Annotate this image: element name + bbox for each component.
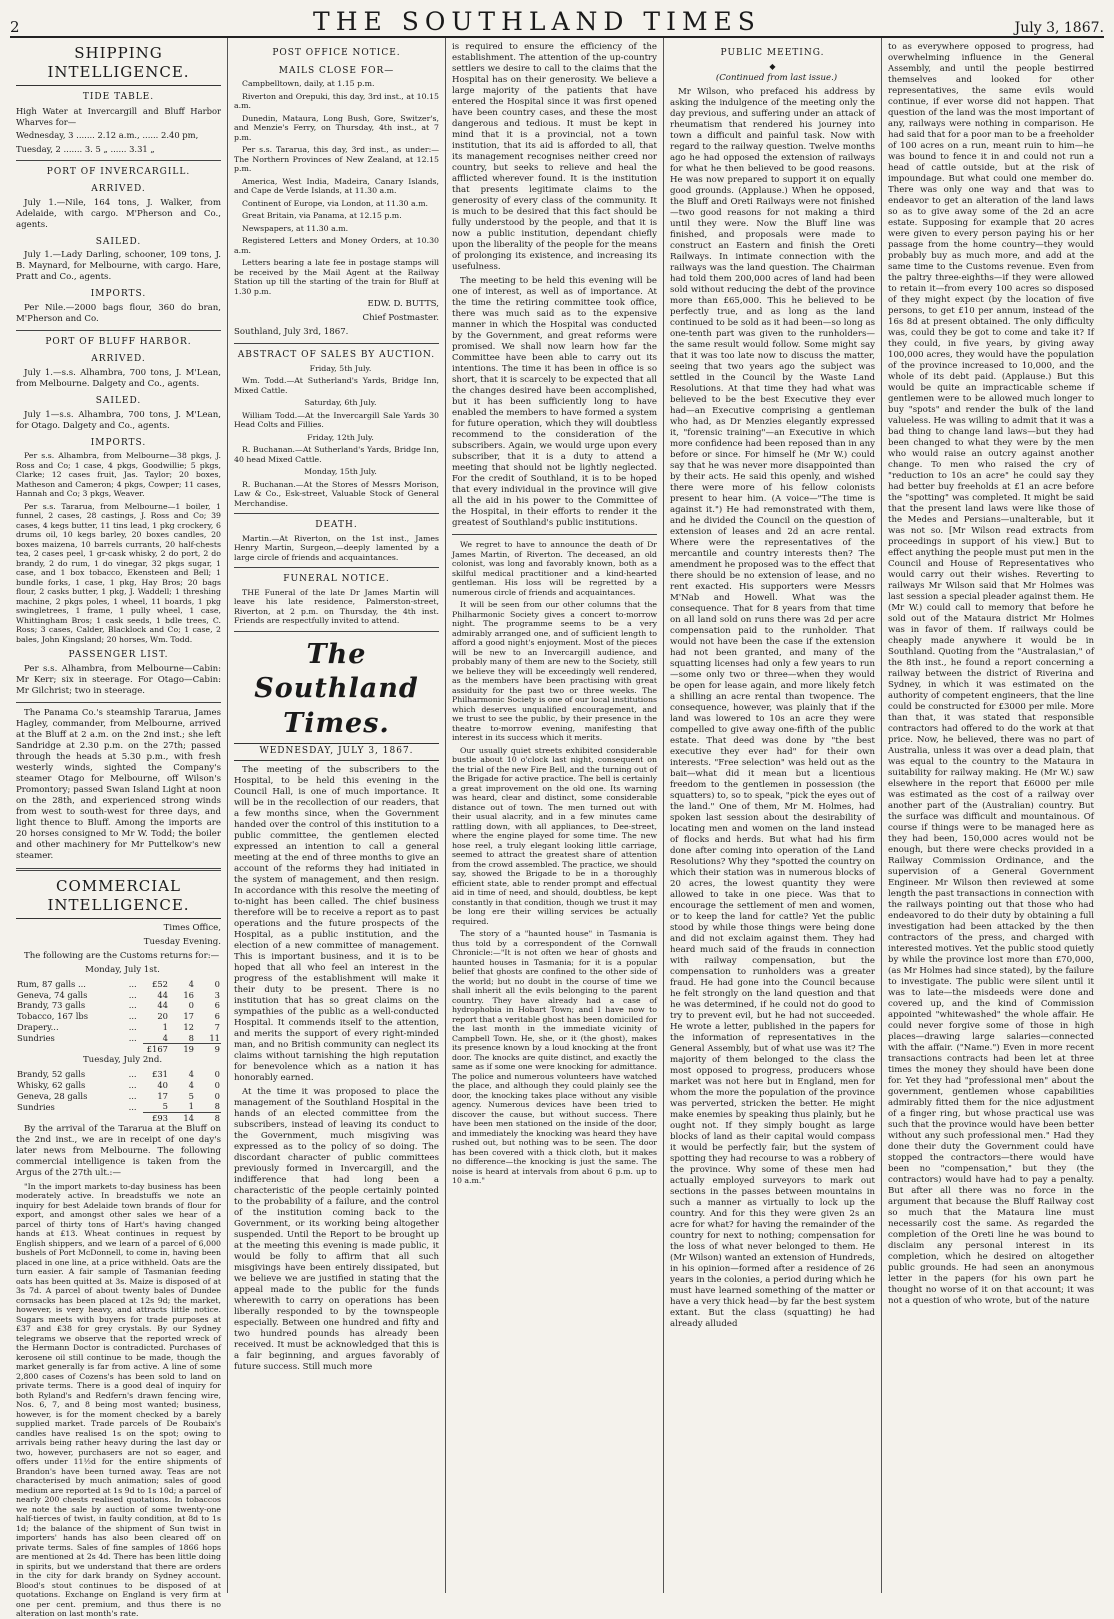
- divider: [452, 534, 657, 535]
- customs-cell: 0: [214, 978, 220, 989]
- news-paragraph: It will be seen from our other columns that the Philharmonic Society gives a concert to-morrow night. The programme seems to be a very admirably arranged one, and of sufficient length to afford a good night's enjoyment. Most of the pieces will be new to an Invercargill audience, and probably many of them are new to the Society, still we believe they will be exceedingly well rendered, as the members have been practising with great assiduity for the past two or three weeks. The Philharmonic Society is one of our local institutions which deserves unqualified encouragement, and we trust to see the public, by their presence in the theatre to-morrow evening, manifesting that interest in its success which it merits.: [452, 600, 657, 742]
- divider: [16, 702, 221, 703]
- customs-cell: 5: [162, 1101, 168, 1112]
- customs-total-cell: [128, 1113, 143, 1124]
- mail-close-line: Great Britain, via Panama, at 12.15 p.m.: [242, 211, 402, 221]
- customs-cell: Whisky, 62 galls: [17, 1079, 86, 1090]
- column-notices: [228, 38, 446, 1593]
- newspaper-title: THE SOUTHLAND TIMES: [313, 7, 761, 36]
- customs-cell: 17: [183, 1011, 194, 1022]
- customs-cell: 12: [183, 1021, 194, 1032]
- mail-close-line: Letters bearing a late fee in postage stamps will be received by the Mail Agent at the Railway Station up till the starting of the train for Bluff at 1.30 p.m.: [234, 258, 439, 296]
- customs-cell: 1: [162, 1021, 168, 1032]
- customs-cell: ...: [128, 1011, 137, 1022]
- customs-row: [16, 1000, 221, 1011]
- masthead: [10, 6, 1104, 38]
- auction-day: Friday, 5th July.: [309, 363, 372, 373]
- sailed-label: SAILED.: [95, 395, 142, 406]
- customs-total-cell: 19: [169, 1044, 195, 1055]
- divider: [234, 631, 439, 632]
- imports-text: Per Nile.—2000 bags flour, 360 do bran, M'Pherson and Co.: [16, 302, 221, 324]
- mail-close-line: Registered Letters and Money Orders, at 10.30 a.m.: [234, 236, 439, 255]
- news-paragraph: The story of a "haunted house" in Tasmania is thus told by a correspondent of the Cornwall Chronicle:—"It is not often we hear of ghosts and haunted houses in Tasmania; for it is a popular belief that ghosts are confined to the other side of the world; but no doubt in the course of time we shall inherit all the evils belonging to the parent country. They have already had a case of hydrophobia in Hobart Town; and I have now to report that a veritable ghost has been domiciled for the last month in the immediate vicinity of Campbell Town. He, she, or it (the ghost), makes its presence known by a loud knocking at the front door. The knocks are quite distinct, and exactly the same as if some one were knocking for admittance. The police and numerous volunteers have watched the place, and although they could plainly see the door, the knocking takes place without any visible agency. Numerous devices have been tried to discover the cause, but without success. There have been men stationed on the inside of the door, and immediately the knocking was heard they have rushed out, but nothing was to be seen. The door has been covered with a thick cloth, but it makes no difference—the knocking is just the same. The noise is heard at intervals from about 6 p.m. up to 10 a.m.": [452, 929, 658, 1185]
- port-invercargill-heading: PORT OF INVERCARGILL.: [46, 166, 191, 177]
- imports-label: IMPORTS.: [90, 437, 147, 448]
- customs-cell: 8: [214, 1101, 220, 1112]
- customs-cell: 8: [188, 1032, 194, 1043]
- passenger-label: PASSENGER LIST.: [68, 650, 169, 661]
- mail-close-line: America, West India, Madeira, Canary Islands, and Cape de Verde Islands, at 11.30 a.m.: [234, 176, 439, 196]
- tide-table-title: TIDE TABLE.: [82, 92, 155, 103]
- auction-item: William Todd.—At the Invercargill Sale Yards 30 Head Colts and Fillies.: [234, 410, 439, 430]
- customs-row: [16, 990, 221, 1001]
- leader-paragraph: The meeting of the subscribers to the Hospital, to be held this evening in the Council Hall, is one of much importance. It will be in the recollection of our readers, that a few months since, when the Government handed over the control of this institution to a public committee, the gentlemen elected expressed an intention to call a general meeting at the end of three months to give an account of the reforms they had initiated in the system of management, and then resign. In accordance with this resolve the meeting of to-night has been called. The chief business therefore will be to receive a report as to past operations and the future prospects of the Hospital, as a public institution, and the election of a new committee of management. This is important business, and it is to be hoped that all who feel an interest in the progress of the establishment will make it their duty to be present. There is no institution that has so great claims on the sympathies of the public as a well-conducted Hospital. It commends itself to the attention, and merits the support of every right-minded man, and no British community can neglect its claims without tarnishing the high reputation for benevolence which as a nation it has honorably earned.: [234, 764, 439, 1083]
- customs-cell: ...: [128, 1021, 137, 1032]
- shipping-heading: SHIPPING INTELLIGENCE.: [16, 44, 221, 86]
- mail-close-line: Newspapers, at 11.30 a.m.: [242, 223, 349, 233]
- customs-cell: 4: [162, 1032, 168, 1043]
- customs-cell: ...: [128, 1032, 137, 1043]
- postmaster-title: Chief Postmaster.: [362, 313, 439, 324]
- customs-cell: Geneva, 28 galls: [17, 1090, 88, 1101]
- meeting-paragraph: to as everywhere opposed to progress, had overwhelming influence in the General Assembly, and until the people bestirred themselves and looked for other representatives, the same evils would continue, if ever worse did not happen. That question of the land was the most important of any, railways were nothing in comparison. He had said that for a poor man to be a freeholder of 100 acres on a run, meant ruin to him—he was bound to fence it in and could not run a head of cattle outside, but at the risk of impoundage. But what could one member do. There was only one way and that was to endeavor to get an alteration of the land laws so as to give away some of the 2d an acre estate. Supposing for example that 20 acres were given to every person paying his or her passage from the home country—they would probably buy as much more, and add at the same time to the Customs revenue. Even from the paltry three-eighths—if they were allowed to retain it—from every 100 acres so disposed of they might expect (by the location of five persons, to get £10 per annum, instead of the 16s 8d at present obtained. The only difficulty was, could they be got to come and take it? If they could, in five years, by giving away 100,000 acres, they would have the population of the province increased to 10,000, and the whole of its debt paid. (Applause.) But this would be quite an impracticable scheme if gentlemen were to be allowed much longer to buy "spots" and render the bulk of the land valueless. He was willing to admit that it was a bad thing to change land laws—but they had been changed to what they were by the men who would raise an outcry against another change. To men who raised the cry of "reduction to 10s an acre" he could say they had better buy freeholds at £1 an acre before the "spotting" was completed. It might be said that the present land laws were like those of the Medes and Persians—unalterable, but it was not so. [Mr Wilson read extracts from proceedings in support of his view.] But to effect anything the people must put men in the Council and House of Representatives who would carry out their wishes. Reverting to railways Mr Wilson said that Mr Holmes was last session a special pleader against them. He (Mr W.) could call to memory that before he sold out of the Mataura district Mr Holmes was in favor of them. If railways could be cheaply made anywhere it would be in Southland. Quoting from the "Australasian," of the 8th inst., he found a report concerning a railway between the district of Riverina and Sydney, in which it was estimated on the authority of competent engineers, that the line could be constructed for £3000 per mile. More than that, it was stated that responsible contractors had offered to do the work at that price. Now, he believed, there was no part of Australia, unless it was over a dead plain, that was equal to the country to the Mataura in suitability for railway making. He (Mr W.) saw elsewhere in the report that £6000 per mile was estimated as the cost of a railway over another part of the (Australian) country. But the surface was difficult and mountainous. Of course if things were to be managed here as they had been, 150,000 acres would not be enough, but there were checks provided in a Railway Commission Ordinance, and the supervision of a General Government Engineer. Mr Wilson then reviewed at some length the past transactions in connection with the railways pointing out that those who had endeavored to do their duty by obtaining a full investigation had been attacked by the then contractors of the press, and charged with interested motives. Yet the public stood quietly by while the province lost more than £70,000, (as Mr Holmes had since stated), by the failure to investigate. The public were silent until it was to late—the misdeeds were done and covered up, and the kind of Commission appointed "whitewashed" the whole affair. He could never forgive some of those in high places—drawing large salaries—connected with the affair. ("Name.") Even in more recent transactions contracts had been let at three times the money they should have been done for. Yet they had "professional men" about the government, gentlemen whose capabilities admirably fitted them for the nice adjustment of a finger ring, but whose practical use was such that the province would have been better without any such professional men." Had they done their duty the Government could have stopped the contractors—there would have been no "compensation," but they (the contractors) would have had to pay a penalty. But after all there was no force in the argument that because the Bluff Railway cost so much that the Mataura line must necessarily cost the same. As regarded the completion of the Oreti line he was bound to disclaim any personal interest in its completion, which he desired on altogether public grounds. He had seen an anonymous letter in the papers (for his own part he thought no worse of it on that account; it was not a question of who wrote, but of the nature: [888, 42, 1094, 1306]
- tide-row: Wednesday, 3 ....... 2.12 a.m., ...... 2.40 pm,: [16, 130, 199, 141]
- customs-total-row: [16, 1044, 221, 1055]
- customs-cell: 0: [214, 1090, 220, 1101]
- customs-cell: Brandy, 73 galls: [17, 1000, 86, 1011]
- customs-cell: Brandy, 52 galls: [17, 1069, 86, 1080]
- argus-quote: "In the import markets to-day business has been moderately active. In breadstuffs we note an inquiry for best Adelaide town brands of flour for export, and amongst other sales we hear of a parcel of thirty tons of Hart's having changed hands at £13. Wheat continues in request by English shippers, and we learn of a parcel of 6,000 bushels of Port McDonnell, to come in, having been placed in one line, at a price withheld. Oats are the turn easier. A fair sample of Tasmanian feeding oats has been quitted at 3s. Maize is disposed of at 3s 7d. A parcel of about twenty bales of Dundee cornsacks has been placed at 12s 9d; the market, however, is very heavy, and attracts little notice. Sugars meets with buyers for trade purposes at £37 and £38 for grey crystals. By our Sydney telegrams we observe that the reported wreck of the Hermann Doctor is contradicted. Purchases of kerosene oil still continue to be made, though the market generally is far from active. A line of some 2,800 cases of Cozens's has been sold to land on private terms. There is a good deal of inquiry for both Ryland's and Redfern's drawn fencing wire, Nos. 6, 7, and 8 being most wanted; business, however, is for the moment checked by a barely supplied market. Trade parcels of De Roubaix's candles have realised 1s on the spot; owing to arrivals being rather heavy during the last day or two, however, purchasers are not so eager, and offers under 11½d for the entire shipments of Brandon's have been turned away. Teas are not characterised by much animation; sales of good medium are reported at 1s 9d to 1s 10d; a parcel of nearly 200 chests realised quotations. In tobaccos we note the sale by auction of some twenty-one half-tierces of twist, in faulty condition, at 8d to 1s 1d; the balance of the shipment of Sun twist in importers' hands has also been cleared off on private terms. Sales of fine samples of 1866 hops are mentioned at 2s 4d. There has been little doing in spirits, but we understand that there are orders in the city for dark brandy on Sydney account. Blood's stout continues to be disposed of at quotations. Exchange on England is very firm at one per cent. premium, and thus there is no alteration on last month's rate.: [16, 1181, 221, 1619]
- auction-day: Friday, 12th July.: [307, 432, 374, 442]
- customs-cell: ...: [128, 1069, 137, 1080]
- columns: [10, 38, 1104, 1619]
- customs-cell: 0: [214, 1079, 220, 1090]
- arrived2-text: July 1.—s.s. Alhambra, 700 tons, J. M'Lean, from Melbourne. Dalgety and Co., agents.: [16, 367, 221, 389]
- ornament: ◆: [769, 61, 776, 71]
- arrived-label: ARRIVED.: [91, 354, 146, 365]
- customs-cell: ...: [128, 1101, 137, 1112]
- customs-cell: 40: [157, 1079, 168, 1090]
- customs-cell: 3: [214, 989, 220, 1000]
- customs-cell: Rum, 87 galls ...: [17, 978, 86, 989]
- customs-total-row: [16, 1113, 221, 1124]
- customs-cell: 11: [209, 1032, 220, 1043]
- column-public-meeting: [664, 38, 882, 1593]
- auction-day: Saturday, 6th July.: [304, 398, 377, 408]
- monday-label: Monday, July 1st.: [85, 964, 160, 975]
- office-line: Times Office,: [163, 922, 221, 933]
- customs-cell: 44: [157, 1000, 168, 1011]
- customs-total-cell: [16, 1113, 128, 1124]
- meeting-paragraph: Mr Wilson, who prefaced his address by asking the indulgence of the meeting only the day previous, and suffering under an attack of rheumatism that rendered his journey into town a difficult and painful task. Now with regard to the railway question. Twelve months ago he had opposed the extension of railways for what he then believed to be good reasons. He was now prepared to support it on equally good grounds. (Applause.) When he opposed, the Bluff and Oreti Railways were not finished—two good reasons for not making a third until they were. Now the Bluff line was finished, and proposals were made to construct an Eastern and finish the Oreti Railways. In intimate connection with the railways was the land question. The Chairman had told them 200,000 acres of land had been sold without reducing the debt of the province more than £65,000. This he believed to be perfectly true, and as long as the land continued to be sold as it had been—so long as one-tenth part was given to the runholders—the same result would follow. Some might say that it was too late now to discuss the matter, seeing that two years ago the subject was settled in the Council by the Waste Land Resolutions. At that time they had what was believed to be the best Executive they ever had—an Executive comprising a gentleman who had, as Dr Menzies elegantly expressed it, "forensic training"—an Executive in which more confidence had been reposed than in any before or since. For himself he (Mr W.) could say that he was never more disappointed than by their acts. He said this openly, and wished there were more of his fellow colonists present to hear him. (A voice—"The time is against it.") He had remonstrated with them, and he divided the Council on the question of extension of leases and 2d an acre rental. Where were the representatives of the mercantile and country interests then? The amendment he proposed was to the effect that there should be no extension of lease, and no rent exacted. His supporters were Messrs M'Nab and Howell. What was the consequence. That for 8 years from that time on all land sold on runs there was 2d per acre compensation paid to the runholder. That would not have been the case if the extension had not been granted, and many of the squatting licenses had only a few years to run—some only two or three—when they would be open for lease again, and more likely fetch a shilling an acre rental than twopence. The consequence, however, was plainly that if the land was lowered to 10s an acre they were compelled to give away one-fifth of the public estate. That deed was done by "the best executive they ever had" for their own interests. "Free selection" was held out as the bait—what did it mean but a licentious freedom to the gentlemen in possession (the squatters) to, so to speak, "pick the eyes out of the land." One of them, Mr M. Holmes, had spoken last session about the desirability of locating men and women on the land instead of flocks and herds. But what had his firm done after coming into operation of the Land Resolutions? Why they "spotted the country on which their station was in numerous blocks of 20 acres, the lowest quantity they were allowed to take in one piece. Was that to encourage the settlement of men and women, or to keep the land for cattle? Yet the public stood by while those things were being done and did not exclaim against them. They had heard much said of the frauds in connection with railway compensation, but the compensation to runholders was a greater fraud. He had gone into the Council because he felt strongly on the land question and that he was determined, if he could not do good to try to prevent evil, but he had not succeeded. He wrote a letter, published in the papers for the information of representatives in the General Assembly, but of what use was it? The majority of them belonged to the class the most opposed to progress, producers whose market was not here but in England, men for whom the more the population of the province was perverted, stricken the better. He might make enemies by speaking thus plainly, but he ought not. If they simply bought as large blocks of land as their capital would compass it would be perfectly fair, but the system of spotting they had recourse to was a robbery of the province. Why some of these men had actually employed surveyors to mark out sections in the passes between mountains in such a manner as virtually to lock up the country. And for this they were given 2s an acre for what? for having the remainder of the country for next to nothing; compensation for the loss of what never belonged to them. He (Mr Wilson) wanted an extension of Hundreds, in his opinion—formed after a residence of 26 years in the colonies, a period during which he must have learned something of the matter or have a very thick head—by far the best system extant. But the class (squatting) he had already alluded: [670, 86, 875, 1329]
- customs-cell: £52: [152, 978, 168, 989]
- mail-close-line: Continent of Europe, via London, at 11.30 a.m.: [242, 198, 428, 208]
- customs-total-cell: £93: [143, 1113, 169, 1124]
- column-editorial: [446, 38, 664, 1593]
- column-shipping: [10, 38, 228, 1619]
- customs-cell: ...: [128, 989, 137, 1000]
- tide-intro: High Water at Invercargill and Bluff Harbor Wharves for—: [16, 105, 221, 127]
- customs-cell: ...: [128, 1079, 137, 1090]
- commercial-heading: COMMERCIAL INTELLIGENCE.: [16, 877, 221, 919]
- monday-returns-table: [16, 979, 221, 1055]
- continued-note: (Continued from last issue.): [715, 72, 838, 83]
- customs-cell: 5: [188, 1090, 194, 1101]
- customs-cell: 17: [157, 1090, 168, 1101]
- mail-close-line: Campbelltown, daily, at 1.15 p.m.: [242, 79, 375, 89]
- divider: [16, 330, 221, 331]
- funeral-heading: FUNERAL NOTICE.: [283, 574, 390, 585]
- customs-total-cell: £167: [143, 1044, 169, 1055]
- customs-cell: Tobacco, 167 lbs: [17, 1011, 89, 1022]
- customs-cell: 44: [157, 989, 168, 1000]
- auction-item: R. Buchanan.—At the Stores of Messrs Morison, Law & Co., Esk-street, Valuable Stock of General Merchandise.: [234, 479, 439, 508]
- mails-close-label: MAILS CLOSE FOR—: [278, 65, 395, 76]
- funeral-notice: THE Funeral of the late Dr James Martin will leave his late residence, Palmerston-street, Riverton, at 2 p.m. on Thursday, the 4th inst. Friends are respectfully invited to attend.: [234, 587, 439, 626]
- tuesday-label: Tuesday, July 2nd.: [82, 1055, 163, 1066]
- customs-cell: Sundries: [17, 1101, 55, 1112]
- divider: [16, 160, 221, 161]
- page-number: 2: [10, 18, 20, 36]
- customs-cell: 1: [188, 1101, 194, 1112]
- auction-item: R. Buchanan.—At Sutherland's Yards, Bridge Inn, 40 head Mixed Cattle.: [234, 445, 439, 464]
- customs-cell: 16: [183, 989, 194, 1000]
- divider: [234, 343, 439, 344]
- issue-date: July 3, 1867.: [1014, 20, 1104, 36]
- customs-total-cell: 9: [195, 1044, 221, 1055]
- customs-row: [16, 1080, 221, 1091]
- customs-row: [16, 1091, 221, 1102]
- tuesday-returns-table: [16, 1069, 221, 1124]
- arrival-paragraph: By the arrival of the Tararua at the Bluff on the 2nd inst., we are in receipt of one day's later news from Melbourne. The following commercial intelligence is taken from the Argus of the 27th ult.:—: [16, 1123, 221, 1178]
- leader-paragraph: At the time it was proposed to place the management of the Southland Hospital in the hands of an elected committee from the subscribers, instead of leaving its conduct to the Government, much misgiving was expressed as to the policy of so doing. The discordant character of public committees previously formed in Invercargill, and the indifference that had long been a characteristic of the people certainly pointed to the probability of a failure, and the control of the institution coming back to the Government, or its working being altogether suspended. Until the Report to be brought up at the meeting this evening is made public, it would be folly to affirm that all such misgivings have been entirely dissipated, but we believe we are justified in stating that the appeal made to the public for the funds wherewith to carry on operations has been liberally responded to by the townspeople especially. Between one hundred and fifty and two hundred pounds has already been received. It must be acknowledged that this is a fair beginning, and argues favorably of future success. Still much more: [234, 1086, 439, 1372]
- leader-dateline: WEDNESDAY, JULY 3, 1867.: [234, 743, 439, 761]
- auction-item: Wm. Todd.—At Sutherland's Yards, Bridge Inn, Mixed Cattle.: [234, 376, 439, 395]
- customs-cell: Geneva, 74 galls: [17, 989, 88, 1000]
- divider: [234, 513, 439, 514]
- divider: [16, 868, 221, 871]
- auction-day: Monday, 15th July.: [304, 467, 377, 477]
- news-paragraph: Our usually quiet streets exhibited considerable bustle about 10 o'clock last night, consequent on the trial of the new Fire Bell, and the turning out of the Brigade for active practice. The bell is certainly a great improvement on the old one. Its warning was heard, clear and distinct, some considerable distance out of town. The men turned out with their usual alacrity, and in a few minutes came rattling down, with all appliances, to Dee-street, where the engine played for some time. The new hose reel, a truly elegant looking little carriage, seemed to attract the greatest share of attention from the crowd assembled. The practice, we should say, showed the Brigade to be in a thoroughly efficient state, able to render prompt and effectual aid in time of need, and should, doubtless, be kept constantly in that condition, though we trust it may be long ere their willing services be actually required.: [452, 745, 657, 926]
- customs-total-cell: [16, 1044, 128, 1055]
- post-office-lines: [234, 79, 439, 296]
- customs-total-cell: 14: [169, 1113, 195, 1124]
- post-office-heading: POST OFFICE NOTICE.: [272, 48, 401, 58]
- customs-cell: ...: [128, 1000, 137, 1011]
- passenger-text: Per s.s. Alhambra, from Melbourne—Cabin: Mr Kerr; six in steerage. For Otago—Cabin: Mr Gilchrist; two in steerage.: [16, 663, 221, 696]
- auction-heading: ABSTRACT OF SALES BY AUCTION.: [237, 350, 436, 361]
- arrived-text: July 1.—Nile, 164 tons, J. Walker, from Adelaide, with cargo. M'Pherson and Co., agents.: [16, 197, 221, 230]
- death-heading: DEATH.: [315, 520, 358, 531]
- customs-cell: 0: [214, 1069, 220, 1080]
- auction-list: [234, 364, 439, 509]
- customs-cell: Drapery...: [17, 1021, 59, 1032]
- customs-total-cell: [128, 1044, 143, 1055]
- arrived-label: ARRIVED.: [91, 184, 146, 195]
- customs-cell: £31: [152, 1069, 168, 1080]
- editorial-paragraph: is required to ensure the efficiency of the establishment. The attention of the up-country settlers we desire to call to the claims that the Hospital has on their generosity. We believe a large majority of the patients that have entered the Hospital since it was first opened have been country cases, and these the most dangerous and tedious. It must be kept in mind that it is a provincial, not a town institution, that its aid is afforded to all, that its management recognises neither creed nor country, but seeks to relieve and heal the afflicted wherever found. It is the institution that presents legitimate claims to the generosity of every class of the community. It is much to be desired that this fact should be fully understood by the people, and that it is now a public institution, dependant chiefly upon the liberality of the people for the means of prolonging its existence, and increasing its usefulness.: [452, 42, 657, 272]
- mail-close-line: Dunedin, Mataura, Long Bush, Gore, Switzer's, and Menzie's Ferry, on Thursday, 4th inst., at 7 p.m.: [234, 113, 439, 142]
- customs-cell: 6: [214, 1011, 220, 1022]
- sailed2-text: July 1—s.s. Alhambra, 700 tons, J. M'Lean, for Otago. Dalgety and Co., agents.: [16, 409, 221, 431]
- tararua-report: The Panama Co.'s steamship Tararua, James Hagley, commander, from Melbourne, arrived at the Bluff at 2 a.m. on the 2nd inst.; she left Sandridge at 2.30 p.m. on the 27th; passed through the heads at 5.30 p.m., with fresh westerly winds, sighted the Company's steamer Otago for Melbourne, off Wilson's Promontory; passed Swan Island Light at noon on the 28th, and experienced strong winds from west to south-west for three days, and light thence to Bluff. Among the imports are 20 horses consigned to Mr W. Todd; the boiler and other machinery for Mr Puttelkow's new steamer.: [16, 707, 221, 861]
- customs-row: [16, 1101, 221, 1112]
- imports3-text: Per s.s. Tararua, from Melbourne—1 boiler, 1 funnel, 2 cases, 28 castings, J. Ross and Co; 39 cases, 4 kegs butter, 11 tins lead, 1 pkg crockery, 6 drums oil, 10 kegs barley, 20 boxes candles, 20 boxes maizena, 10 barrels currants, 20 half-chests tea, 2 cases peel, 1 gr-cask whisky, 2 do port, 2 do brandy, 2 do rum, 1 do vinegar, 32 pkgs sugar, 1 case, and 1 box tobacco, Ekensteen and Bell; 1 bundle forks, 1 case, 1 pkg, Hay Bros; 20 bags flour, 2 casks butter, 1 pkg, J. Waddell; 1 threshing machine, 2 pkgs poles, 1 wheel, 11 boards, 1 pkg swingletrees, 1 frame, 1 pully wheel, 1 case, Whittingham Bros; 1 cask seeds, 1 bdle trees, C. Ross; 3 cases, Calder, Blacklock and Co; 1 case, 2 bales, John Kingsland; 20 horses, Wm. Todd.: [16, 501, 221, 644]
- customs-row: [16, 979, 221, 990]
- customs-cell: 20: [157, 1011, 168, 1022]
- customs-total-cell: 8: [195, 1113, 221, 1124]
- customs-row: [16, 1022, 221, 1033]
- divider: [234, 567, 439, 568]
- customs-row: [16, 1011, 221, 1022]
- customs-cell: 6: [214, 1000, 220, 1011]
- customs-row: [16, 1033, 221, 1044]
- customs-cell: 4: [188, 1079, 194, 1090]
- customs-cell: 0: [188, 1000, 194, 1011]
- port-bluff-heading: PORT OF BLUFF HARBOR.: [45, 336, 192, 347]
- public-meeting-heading: PUBLIC MEETING.: [720, 48, 825, 58]
- office-line: Tuesday Evening.: [143, 936, 221, 947]
- news-paragraph: We regret to have to announce the death of Dr James Martin, of Riverton. The deceased, an old colonist, was long and favorably known, both as a skilful medical practitioner and a kind-hearted gentleman. His loss will be regretted by a numerous circle of friends and acquaintances.: [452, 540, 657, 597]
- customs-cell: 4: [188, 1069, 194, 1080]
- sailed-label: SAILED.: [95, 236, 142, 247]
- nameplate: The Southland Times.: [254, 638, 419, 739]
- postmaster-signature: EDW. D. BUTTS,: [367, 299, 439, 310]
- customs-cell: 4: [188, 978, 194, 989]
- mail-close-line: Riverton and Orepuki, this day, 3rd inst., at 10.15 a.m.: [234, 91, 439, 111]
- customs-cell: ...: [128, 1090, 137, 1101]
- post-office-date: Southland, July 3rd, 1867.: [234, 327, 349, 338]
- customs-cell: ...: [128, 978, 137, 989]
- imports-label: IMPORTS.: [90, 289, 147, 300]
- column-public-meeting-cont: [882, 38, 1100, 1593]
- sailed-text: July 1.—Lady Darling, schooner, 109 tons, J. B. Maynard, for Melbourne, with cargo. Hare, Pratt and Co., agents.: [16, 250, 221, 283]
- tide-row: Tuesday, 2 ....... 3. 5 „ ...... 3.31 „: [16, 144, 155, 155]
- customs-cell: Sundries: [17, 1032, 55, 1043]
- editorial-paragraph: The meeting to be held this evening will be one of interest, as well as of importance. At the time the retiring committee took office, there was much said as to the expensive manner in which the Hospital was conducted by the Government, and great reforms were promised. We shall now learn how far the Committee have been able to carry out its intentions. The time it has been in office is so short, that it is scarcely to be expected that all the changes desired have been accomplished, but it has been sufficiently long to have enabled the members to have formed a system for future operation, which they will doubtless recommend to the consideration of the subscribers. Again, we would urge upon every subscriber, that it is a duty to attend a meeting that should not be lightly neglected. For the credit of Southland, it is to be hoped that every individual in the province will give all the aid in his power to the Committee of the Hospital, in their efforts to render it the greatest of Southland's public institutions.: [452, 276, 657, 528]
- customs-row: [16, 1069, 221, 1080]
- mail-close-line: Per s.s. Tararua, this day, 3rd inst., as under:— The Northern Provinces of New Zealand, at 12.15 p.m.: [234, 145, 439, 174]
- customs-intro: The following are the Customs returns for:—: [24, 950, 220, 961]
- death-notice: Martin.—At Riverton, on the 1st inst., James Henry Martin, Surgeon,—deeply lamented by a large circle of friends and acquaintances.: [234, 533, 439, 562]
- imports2-text: Per s.s. Alhambra, from Melbourne—38 pkgs, J. Ross and Co; 1 case, 4 pkgs, Goodwillie; 5 pkgs, Clarke; 12 cases fruit, Jas. Taylor; 20 boxes, Matheson and Cameron; 4 pkgs, Cowper; 11 cases, Hannah and Co; 3 pkgs, Weaver.: [16, 451, 221, 499]
- customs-cell: 7: [214, 1021, 220, 1032]
